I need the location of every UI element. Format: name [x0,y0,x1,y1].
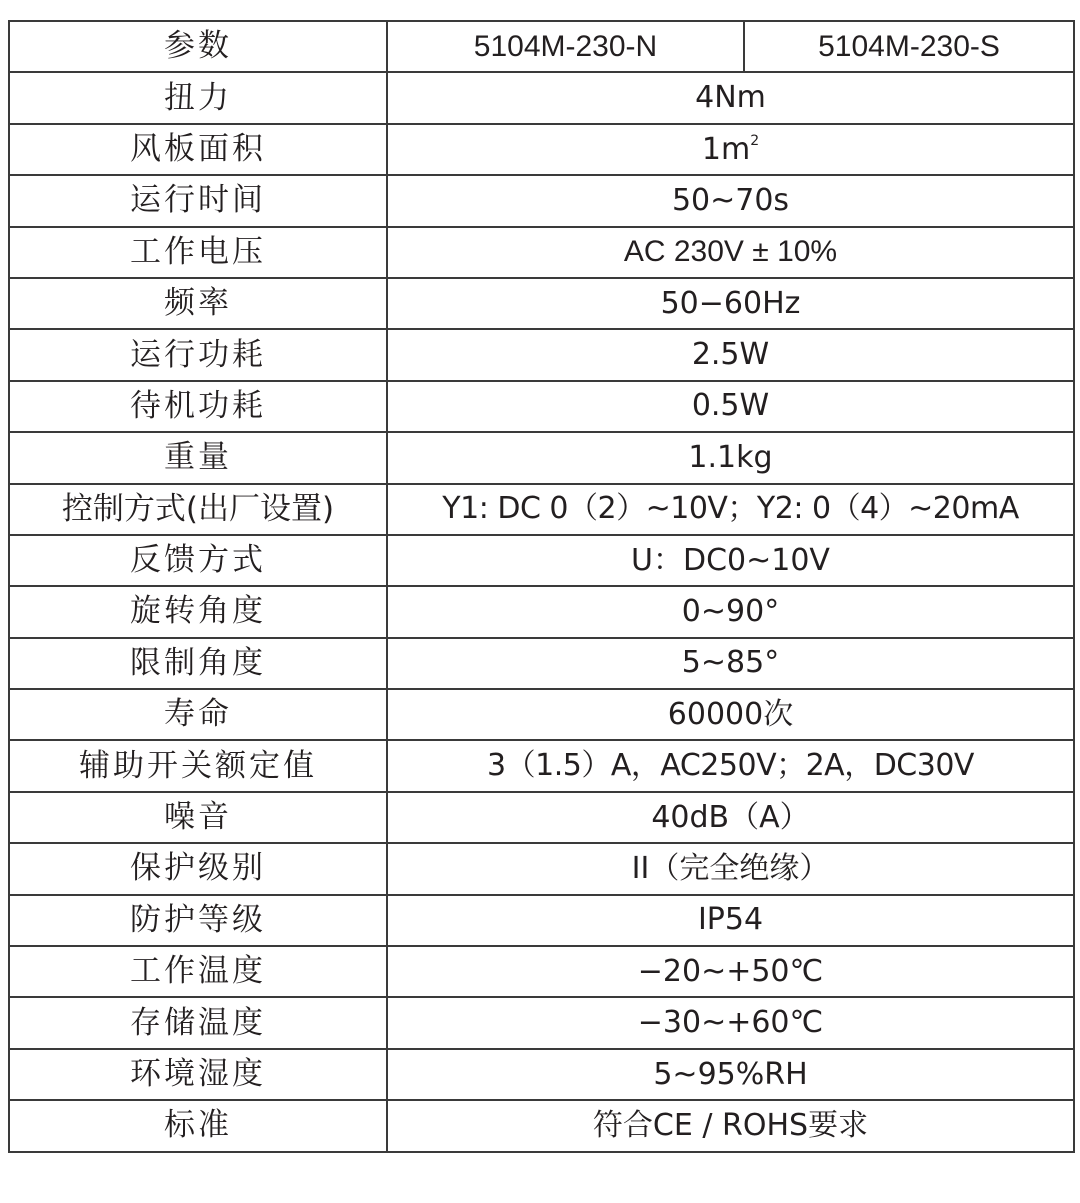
row-value-base: 1m [701,131,751,167]
table-header-row [9,21,1074,72]
row-label: 待机功耗 [9,381,387,432]
row-value: 4Nm [387,72,1074,123]
table-row [9,535,1074,586]
row-label: 风板面积 [9,124,387,175]
row-value: 5~85° [387,638,1074,689]
row-value: Y1: DC 0（2）~10V；Y2: 0（4）~20mA [387,484,1074,535]
row-value: AC 230V ± 10% [387,227,1074,278]
row-value: −20~+50℃ [387,946,1074,997]
row-value: 50−60Hz [387,278,1074,329]
table-row [9,895,1074,946]
table-row [9,689,1074,740]
row-label: 防护等级 [9,895,387,946]
row-label: 运行功耗 [9,329,387,380]
table-row [9,1049,1074,1100]
row-value: 50~70s [387,175,1074,226]
row-value: 0~90° [387,586,1074,637]
row-label: 环境湿度 [9,1049,387,1100]
row-label: 工作电压 [9,227,387,278]
table-row [9,997,1074,1048]
table-row [9,843,1074,894]
table-row [9,792,1074,843]
row-value: 1.1kg [387,432,1074,483]
row-label: 噪音 [9,792,387,843]
param-header: 参数 [9,21,387,72]
table-row [9,329,1074,380]
row-label: 旋转角度 [9,586,387,637]
row-value: II（完全绝缘） [387,843,1074,894]
row-label: 保护级别 [9,843,387,894]
row-label: 工作温度 [9,946,387,997]
table-row [9,740,1074,791]
row-value: 0.5W [387,381,1074,432]
row-value: 40dB（A） [387,792,1074,843]
model-s-header: 5104M-230-S [744,21,1074,72]
row-value: 60000次 [387,689,1074,740]
row-value: U：DC0~10V [387,535,1074,586]
spec-sheet [8,20,1073,1194]
row-label: 辅助开关额定值 [9,740,387,791]
table-row [9,484,1074,535]
row-label: 存储温度 [9,997,387,1048]
table-row [9,72,1074,123]
row-value: IP54 [387,895,1074,946]
row-label: 频率 [9,278,387,329]
row-label: 控制方式(出厂设置) [9,484,387,535]
table-row [9,1100,1074,1151]
row-label: 标准 [9,1100,387,1151]
spec-table [8,20,1075,1153]
row-label: 扭力 [9,72,387,123]
row-value: 符合CE / ROHS要求 [387,1100,1074,1151]
row-label: 反馈方式 [9,535,387,586]
row-value: 3（1.5）A，AC250V；2A，DC30V [387,740,1074,791]
table-row [9,638,1074,689]
row-value: −30~+60℃ [387,997,1074,1048]
row-label: 限制角度 [9,638,387,689]
table-row [9,175,1074,226]
row-label: 运行时间 [9,175,387,226]
table-row [9,124,1074,175]
row-value: 2.5W [387,329,1074,380]
row-label: 寿命 [9,689,387,740]
model-n-header: 5104M-230-N [387,21,744,72]
row-value [387,124,1074,175]
row-value-superscript: 2 [750,132,760,149]
table-row [9,946,1074,997]
table-row [9,278,1074,329]
table-row [9,227,1074,278]
row-label: 重量 [9,432,387,483]
table-row [9,381,1074,432]
table-row [9,586,1074,637]
row-value: 5~95%RH [387,1049,1074,1100]
table-row [9,432,1074,483]
